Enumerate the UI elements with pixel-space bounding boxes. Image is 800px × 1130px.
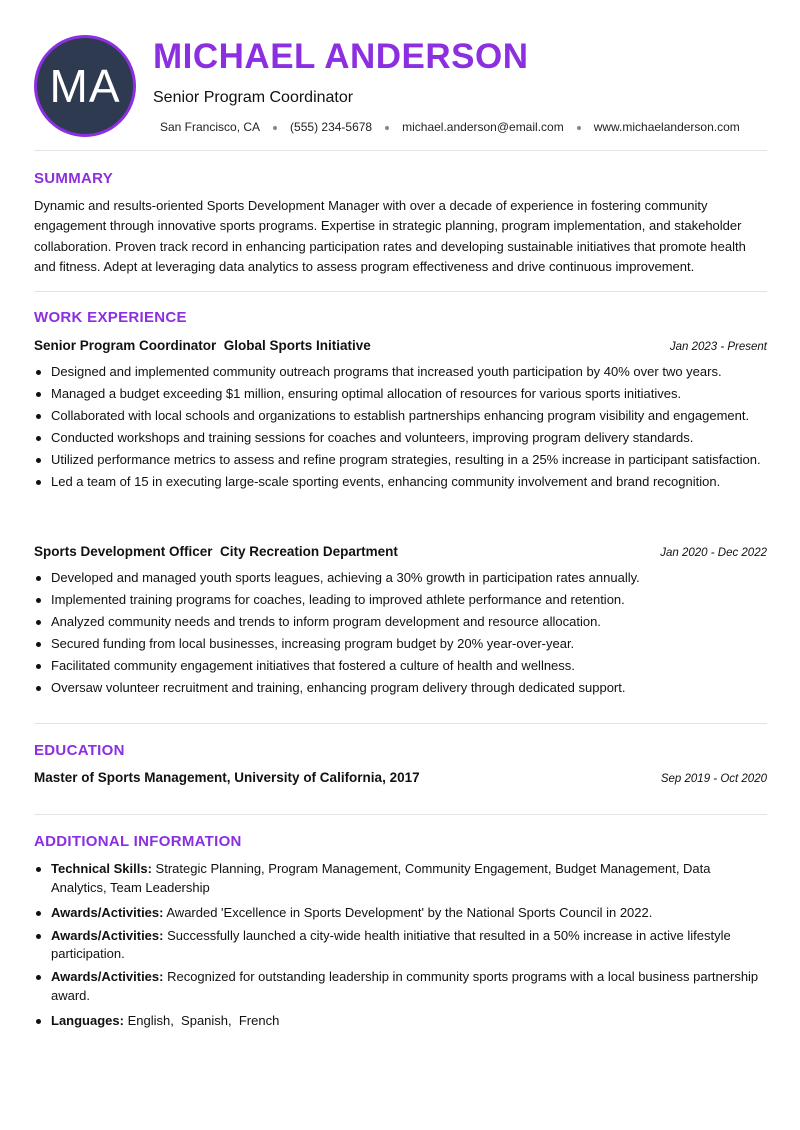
divider: [34, 723, 767, 724]
job-role: Senior Program Coordinator Global Sports Initiative: [34, 338, 371, 353]
list-item: Analyzed community needs and trends to inform program development and resource allocation.: [34, 613, 767, 632]
list-item: [34, 927, 767, 964]
section-title-experience: WORK EXPERIENCE: [34, 309, 187, 326]
list-item: Utilized performance metrics to assess and refine program strategies, resulting in a 25% increase in participant satisfaction.: [34, 451, 767, 470]
separator-dot: [273, 126, 277, 130]
education-degree: Master of Sports Management, University of California, 2017: [34, 770, 420, 785]
candidate-title: Senior Program Coordinator: [153, 89, 354, 106]
item-text: Recognized for outstanding leadership in community sports programs with a local business partnership award.: [51, 969, 762, 1003]
item-label: Technical Skills:: [51, 861, 152, 876]
separator-dot: [385, 126, 389, 130]
item-label: Languages:: [51, 1012, 124, 1028]
additional-list: [34, 860, 767, 1030]
section-title-summary: SUMMARY: [34, 170, 114, 187]
additional-info: [34, 860, 767, 1030]
job-date: Jan 2020 - Dec 2022: [660, 547, 767, 559]
list-item: [34, 904, 767, 923]
list-item: Implemented training programs for coaches, leading to improved athlete performance and retention.: [34, 591, 767, 610]
summary-text: Dynamic and results-oriented Sports Development Manager with over a decade of experience in fostering community engagement through innovative sports programs. Expertise in strategic planning, program implementation, and stakeholder collaboration. Proven track record in enhancing participation rates and developing sustainable initiatives that promote health and fitness. Adept at leveraging data analytics to assess program effectiveness and drive continuous improvement.: [34, 198, 746, 274]
list-item: Secured funding from local businesses, increasing program budget by 20% year-over-year.: [34, 635, 767, 654]
job-entry: [34, 543, 767, 698]
education-entry: [34, 770, 767, 785]
item-text: Strategic Planning, Program Management, Community Engagement, Budget Management, Data Analytics, Team Leadership: [51, 861, 714, 895]
job-date: Jan 2023 - Present: [669, 341, 767, 353]
list-item: [34, 860, 767, 897]
divider: [34, 150, 767, 151]
job-entry: [34, 337, 767, 492]
candidate-name: MICHAEL ANDERSON: [153, 37, 529, 76]
item-text: Successfully launched a city-wide health initiative that resulted in a 50% increase in active lifestyle participation.: [51, 927, 735, 961]
job-header: [34, 337, 767, 355]
item-text: English, Spanish, French: [123, 1012, 280, 1028]
education-date: Sep 2019 - Oct 2020: [660, 773, 767, 785]
item-label: Awards/Activities:: [51, 969, 164, 984]
list-item: Conducted workshops and training sessions for coaches and volunteers, improving program delivery standards.: [34, 429, 767, 448]
divider: [34, 814, 767, 815]
separator-dot: [577, 126, 581, 130]
list-item: [34, 1012, 767, 1031]
list-item: Designed and implemented community outreach programs that increased youth participation by 40% over two years.: [34, 363, 767, 382]
list-item: Managed a budget exceeding $1 million, ensuring optimal allocation of resources for various sports initiatives.: [34, 385, 767, 404]
contact-location: San Francisco, CA: [160, 120, 261, 134]
contact-website[interactable]: www.michaelanderson.com: [593, 120, 740, 134]
list-item: [34, 968, 767, 1005]
job-role: Sports Development Officer City Recreation Department: [34, 544, 398, 559]
contact-phone: (555) 234-5678: [290, 120, 373, 134]
avatar: [34, 35, 136, 137]
divider: [34, 291, 767, 292]
list-item: Collaborated with local schools and organizations to establish partnerships enhancing program visibility and engagement.: [34, 407, 767, 426]
item-text: Awarded 'Excellence in Sports Development' by the National Sports Council in 2022.: [163, 904, 653, 920]
contact-bar: [160, 119, 760, 135]
item-label: Awards/Activities:: [51, 904, 164, 920]
list-item: Developed and managed youth sports leagues, achieving a 30% growth in participation rates annually.: [34, 569, 767, 588]
avatar-initials: MA: [49, 60, 121, 112]
section-title-additional: ADDITIONAL INFORMATION: [34, 833, 242, 850]
job-bullets: [34, 569, 767, 698]
item-label: Awards/Activities:: [51, 927, 164, 943]
list-item: Led a team of 15 in executing large-scale sporting events, enhancing community involvement and brand recognition.: [34, 473, 767, 492]
list-item: Facilitated community engagement initiatives that fostered a culture of health and wellness.: [34, 657, 767, 676]
list-item: Oversaw volunteer recruitment and training, enhancing program delivery through dedicated support.: [34, 679, 767, 698]
job-bullets: [34, 363, 767, 492]
job-header: [34, 543, 767, 561]
section-title-education: EDUCATION: [34, 742, 125, 759]
contact-email[interactable]: michael.anderson@email.com: [402, 120, 564, 134]
